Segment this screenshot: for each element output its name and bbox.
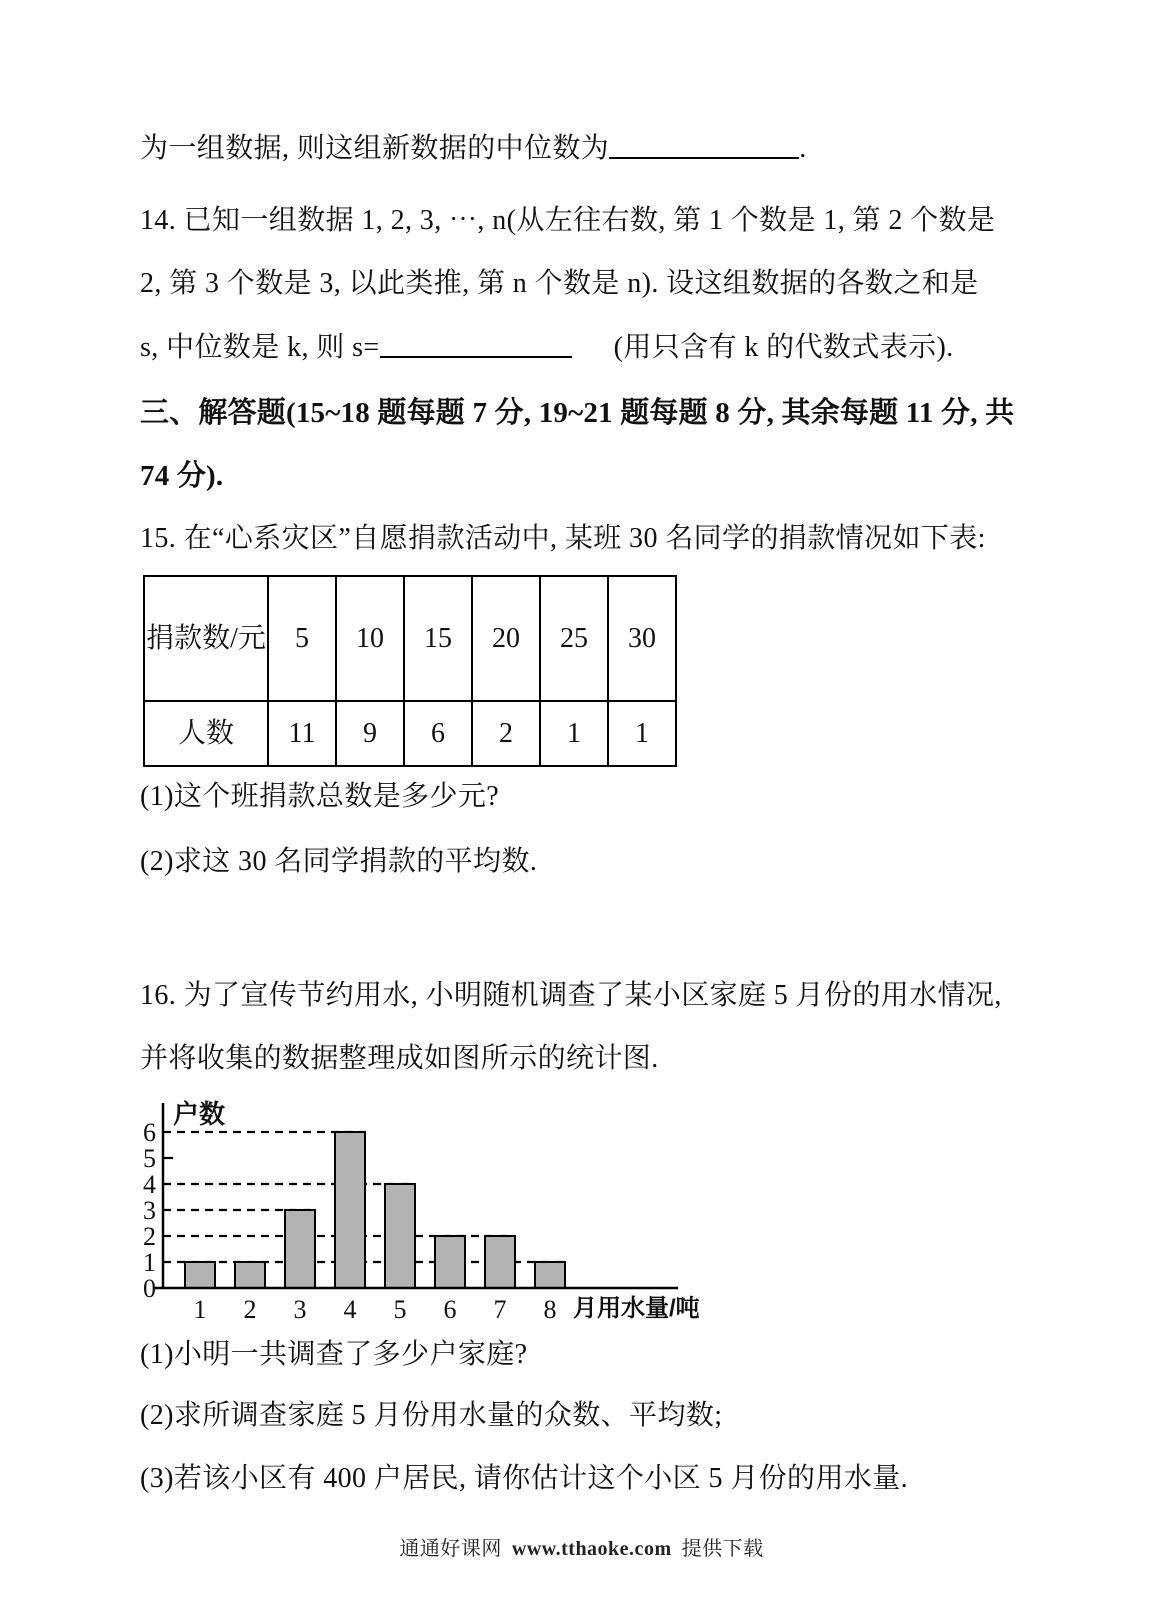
- q15-sub1: (1)这个班捐款总数是多少元?: [140, 781, 500, 812]
- svg-text:1: 1: [193, 1295, 207, 1324]
- footer: [0, 1532, 1163, 1561]
- table-cell-count-4: 2: [472, 701, 540, 766]
- svg-text:7: 7: [493, 1295, 507, 1324]
- svg-text:6: 6: [143, 1118, 156, 1147]
- svg-text:2: 2: [243, 1295, 257, 1324]
- svg-text:月用水量/吨: 月用水量/吨: [573, 1295, 700, 1322]
- table-cell-amount-4: 20: [472, 576, 540, 701]
- svg-text:6: 6: [443, 1295, 457, 1324]
- table-cell-amount-5: 25: [540, 576, 608, 701]
- q13-answer-blank: [609, 157, 799, 159]
- table-cell-count-1: 11: [268, 701, 336, 766]
- table-cell-amount-1: 5: [268, 576, 336, 701]
- table-cell-amount-2: 10: [336, 576, 404, 701]
- table-cell-count-6: 1: [608, 701, 676, 766]
- svg-text:5: 5: [393, 1295, 407, 1324]
- donation-table: [143, 575, 677, 767]
- table-row-amounts: [144, 576, 676, 701]
- svg-text:户数: 户数: [173, 1099, 226, 1129]
- water-usage-chart: [140, 1078, 700, 1343]
- q13-tail-line: [140, 131, 807, 167]
- q16-sub3: (3)若该小区有 400 户居民, 请你估计这个小区 5 月份的用水量.: [140, 1463, 909, 1494]
- svg-text:3: 3: [293, 1295, 307, 1324]
- q16-stem-line2: 并将收集的数据整理成如图所示的统计图.: [140, 1043, 659, 1074]
- q14-answer-blank: [380, 356, 572, 358]
- svg-text:8: 8: [543, 1295, 557, 1324]
- table-cell-amount-6: 30: [608, 576, 676, 701]
- section3-header-line1: 三、解答题(15~18 题每题 7 分, 19~21 题每题 8 分, 其余每题 11 分, 共: [140, 397, 1015, 429]
- svg-text:2: 2: [143, 1222, 156, 1251]
- svg-text:1: 1: [143, 1248, 156, 1277]
- q14-line1: 14. 已知一组数据 1, 2, 3, ⋯, n(从左往右数, 第 1 个数是 1, 第 2 个数是: [140, 205, 996, 236]
- footer-url: www.tthaoke.com: [511, 1538, 672, 1560]
- table-cell-count-3: 6: [404, 701, 472, 766]
- footer-site-name: 通通好课网: [399, 1538, 502, 1560]
- svg-text:4: 4: [143, 1170, 156, 1199]
- q14-line3-post: (用只含有 k 的代数式表示).: [613, 332, 954, 363]
- table-cell-amount-3: 15: [404, 576, 472, 701]
- q14-line3: [140, 330, 954, 366]
- table-cell-count-label: 人数: [144, 701, 268, 766]
- q15-stem: 15. 在“心系灾区”自愿捐款活动中, 某班 30 名同学的捐款情况如下表:: [140, 523, 986, 554]
- q15-sub2: (2)求这 30 名同学捐款的平均数.: [140, 846, 538, 877]
- table-cell-count-2: 9: [336, 701, 404, 766]
- section3-header-line2: 74 分).: [140, 460, 224, 492]
- q14-line2: 2, 第 3 个数是 3, 以此类推, 第 n 个数是 n). 设这组数据的各数之和是: [140, 268, 979, 299]
- q13-period: .: [799, 133, 807, 164]
- table-row-counts: [144, 701, 676, 766]
- q13-text: 为一组数据, 则这组新数据的中位数为: [140, 133, 610, 164]
- footer-suffix: 提供下载: [681, 1538, 764, 1560]
- svg-text:5: 5: [143, 1144, 156, 1173]
- table-cell-amount-label: 捐款数/元: [144, 576, 268, 701]
- q16-stem-line1: 16. 为了宣传节约用水, 小明随机调查了某小区家庭 5 月份的用水情况,: [140, 980, 1002, 1011]
- svg-text:3: 3: [143, 1196, 156, 1225]
- table-cell-count-5: 1: [540, 701, 608, 766]
- svg-text:4: 4: [343, 1295, 357, 1324]
- q16-sub2: (2)求所调查家庭 5 月份用水量的众数、平均数;: [140, 1400, 723, 1431]
- bar-chart: [140, 1078, 700, 1338]
- q14-line3-pre: s, 中位数是 k, 则 s=: [140, 332, 380, 363]
- svg-text:0: 0: [143, 1274, 156, 1303]
- q16-sub1: (1)小明一共调查了多少户家庭?: [140, 1339, 528, 1370]
